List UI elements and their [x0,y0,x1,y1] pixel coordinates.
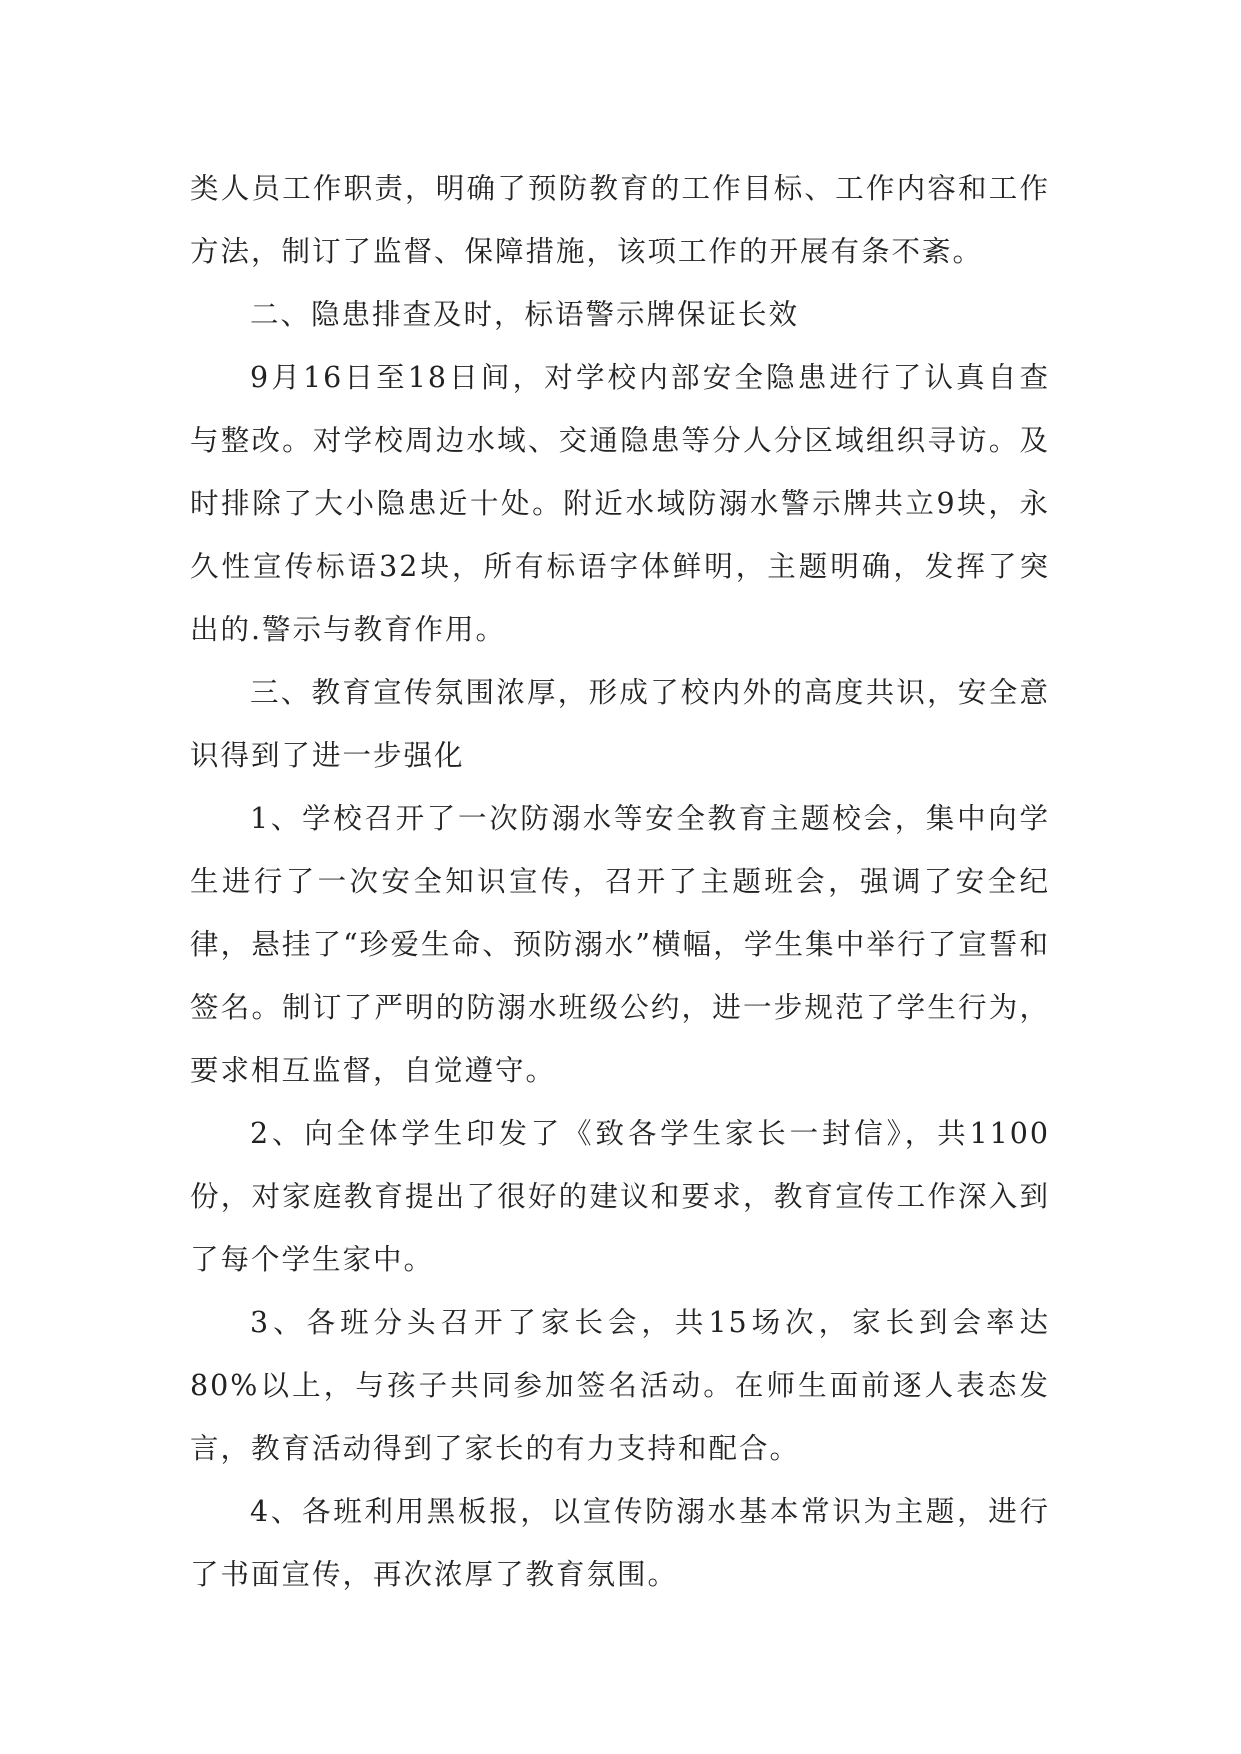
section-heading-3: 三、教育宣传氛围浓厚，形成了校内外的高度共识，安全意识得到了进一步强化 [190,676,1050,772]
paragraph-continuation: 类人员工作职责，明确了预防教育的工作目标、工作内容和工作方法，制订了监督、保障措施，该项工作的开展有条不紊。 [190,172,1050,268]
document-body [190,157,1050,1606]
paragraph-hazard-inspection: 9月16日至18日间，对学校内部安全隐患进行了认真自查与整改。对学校周边水域、交通隐患等分人分区域组织寻访。及时排除了大小隐患近十处。附近水域防溺水警示牌共立9块，永久性宣传标语32块，所有标语字体鲜明，主题明确，发挥了突出的.警示与教育作用。 [190,361,1050,646]
list-item-4: 4、各班利用黑板报，以宣传防溺水基本常识为主题，进行了书面宣传，再次浓厚了教育氛围。 [190,1495,1050,1591]
list-item-1: 1、学校召开了一次防溺水等安全教育主题校会，集中向学生进行了一次安全知识宣传，召开了主题班会，强调了安全纪律，悬挂了“珍爱生命、预防溺水”横幅，学生集中举行了宣誓和签名。制订了严明的防溺水班级公约，进一步规范了学生行为，要求相互监督，自觉遵守。 [190,802,1050,1087]
list-item-2: 2、向全体学生印发了《致各学生家长一封信》，共1100份，对家庭教育提出了很好的建议和要求，教育宣传工作深入到了每个学生家中。 [190,1117,1050,1276]
list-item-3: 3、各班分头召开了家长会，共15场次，家长到会率达80%以上，与孩子共同参加签名活动。在师生面前逐人表态发言，教育活动得到了家长的有力支持和配合。 [190,1306,1050,1465]
section-heading-2: 二、隐患排查及时，标语警示牌保证长效 [250,298,800,331]
